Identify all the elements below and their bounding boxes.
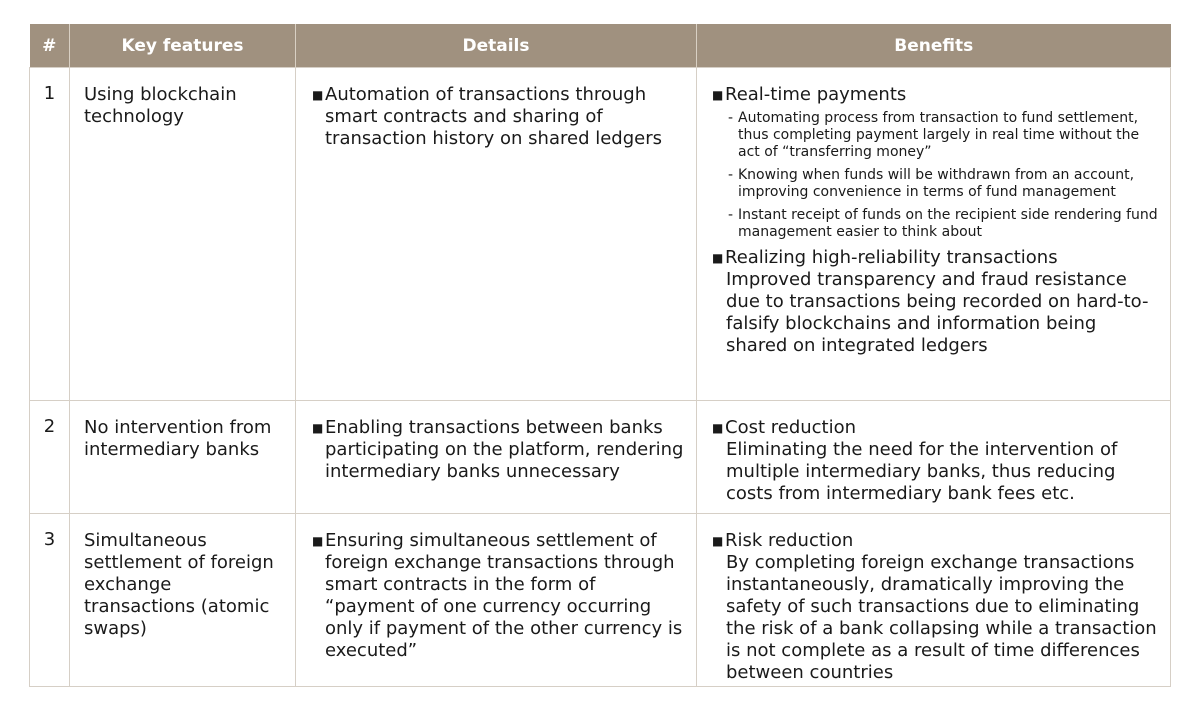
sub-item-text: Knowing when funds will be withdrawn from an account, improving convenience in terms of fund management xyxy=(738,167,1135,200)
benefits-cell xyxy=(697,401,1171,514)
header-details: Details xyxy=(296,24,697,68)
square-bullet-icon: ■ xyxy=(312,88,324,102)
detail-text: Automation of transactions through smart contracts and sharing of transaction history on shared ledgers xyxy=(325,84,662,149)
benefit-title: Cost reduction xyxy=(725,417,857,438)
benefit-title: Risk reduction xyxy=(725,530,854,551)
benefit-bullet xyxy=(712,530,1162,552)
details-cell xyxy=(296,68,697,401)
detail-bullet xyxy=(312,417,686,483)
sub-item xyxy=(728,207,1162,241)
table-row xyxy=(30,401,1171,514)
header-benefits: Benefits xyxy=(697,24,1171,68)
benefits-cell xyxy=(697,514,1171,687)
benefit-sub-list xyxy=(728,110,1162,241)
square-bullet-icon: ■ xyxy=(312,421,324,435)
key-feature-cell: No intervention from intermediary banks xyxy=(70,401,296,514)
benefit-body: Eliminating the need for the intervention of multiple intermediary banks, thus reducing costs from intermediary bank fees etc. xyxy=(726,439,1118,504)
dash-icon: - xyxy=(728,110,734,126)
benefit-body: Improved transparency and fraud resistance due to transactions being recorded on hard-to-falsify blockchains and information being shared on integrated ledgers xyxy=(726,269,1149,356)
benefit-bullet xyxy=(712,247,1162,269)
header-key-features: Key features xyxy=(70,24,296,68)
table-row xyxy=(30,68,1171,401)
square-bullet-icon: ■ xyxy=(312,534,324,548)
sub-item-text: Automating process from transaction to fund settlement, thus completing payment largely in real time without the act of “transferring money” xyxy=(738,110,1140,160)
detail-bullet xyxy=(312,84,686,150)
square-bullet-icon: ■ xyxy=(712,421,724,435)
benefit-body: By completing foreign exchange transactions instantaneously, dramatically improving the safety of such transactions due to eliminating the risk of a bank collapsing while a transaction is not complete as a result of time differences between countries xyxy=(726,552,1157,683)
square-bullet-icon: ■ xyxy=(712,534,724,548)
benefit-title: Real-time payments xyxy=(725,84,907,105)
key-feature-cell: Using blockchain technology xyxy=(70,68,296,401)
benefits-cell xyxy=(697,68,1171,401)
detail-text: Ensuring simultaneous settlement of foreign exchange transactions through smart contracts in the form of “payment of one currency occurring only if payment of the other currency is executed” xyxy=(325,530,683,661)
row-number: 2 xyxy=(30,401,70,514)
details-cell xyxy=(296,401,697,514)
square-bullet-icon: ■ xyxy=(712,88,724,102)
dash-icon: - xyxy=(728,207,734,223)
table-row xyxy=(30,514,1171,687)
sub-item xyxy=(728,167,1162,201)
detail-text: Enabling transactions between banks participating on the platform, rendering intermediary banks unnecessary xyxy=(325,417,684,482)
sub-item-text: Instant receipt of funds on the recipient side rendering fund management easier to think about xyxy=(738,207,1158,240)
features-table xyxy=(29,24,1171,687)
benefit-bullet xyxy=(712,84,1162,106)
square-bullet-icon: ■ xyxy=(712,251,724,265)
header-row xyxy=(30,24,1171,68)
header-number: # xyxy=(30,24,70,68)
sub-item xyxy=(728,110,1162,161)
dash-icon: - xyxy=(728,167,734,183)
key-feature-cell: Simultaneous settlement of foreign exchange transactions (atomic swaps) xyxy=(70,514,296,687)
detail-bullet xyxy=(312,530,686,662)
benefit-title: Realizing high-reliability transactions xyxy=(725,247,1058,268)
details-cell xyxy=(296,514,697,687)
row-number: 1 xyxy=(30,68,70,401)
benefit-bullet xyxy=(712,417,1162,439)
row-number: 3 xyxy=(30,514,70,687)
